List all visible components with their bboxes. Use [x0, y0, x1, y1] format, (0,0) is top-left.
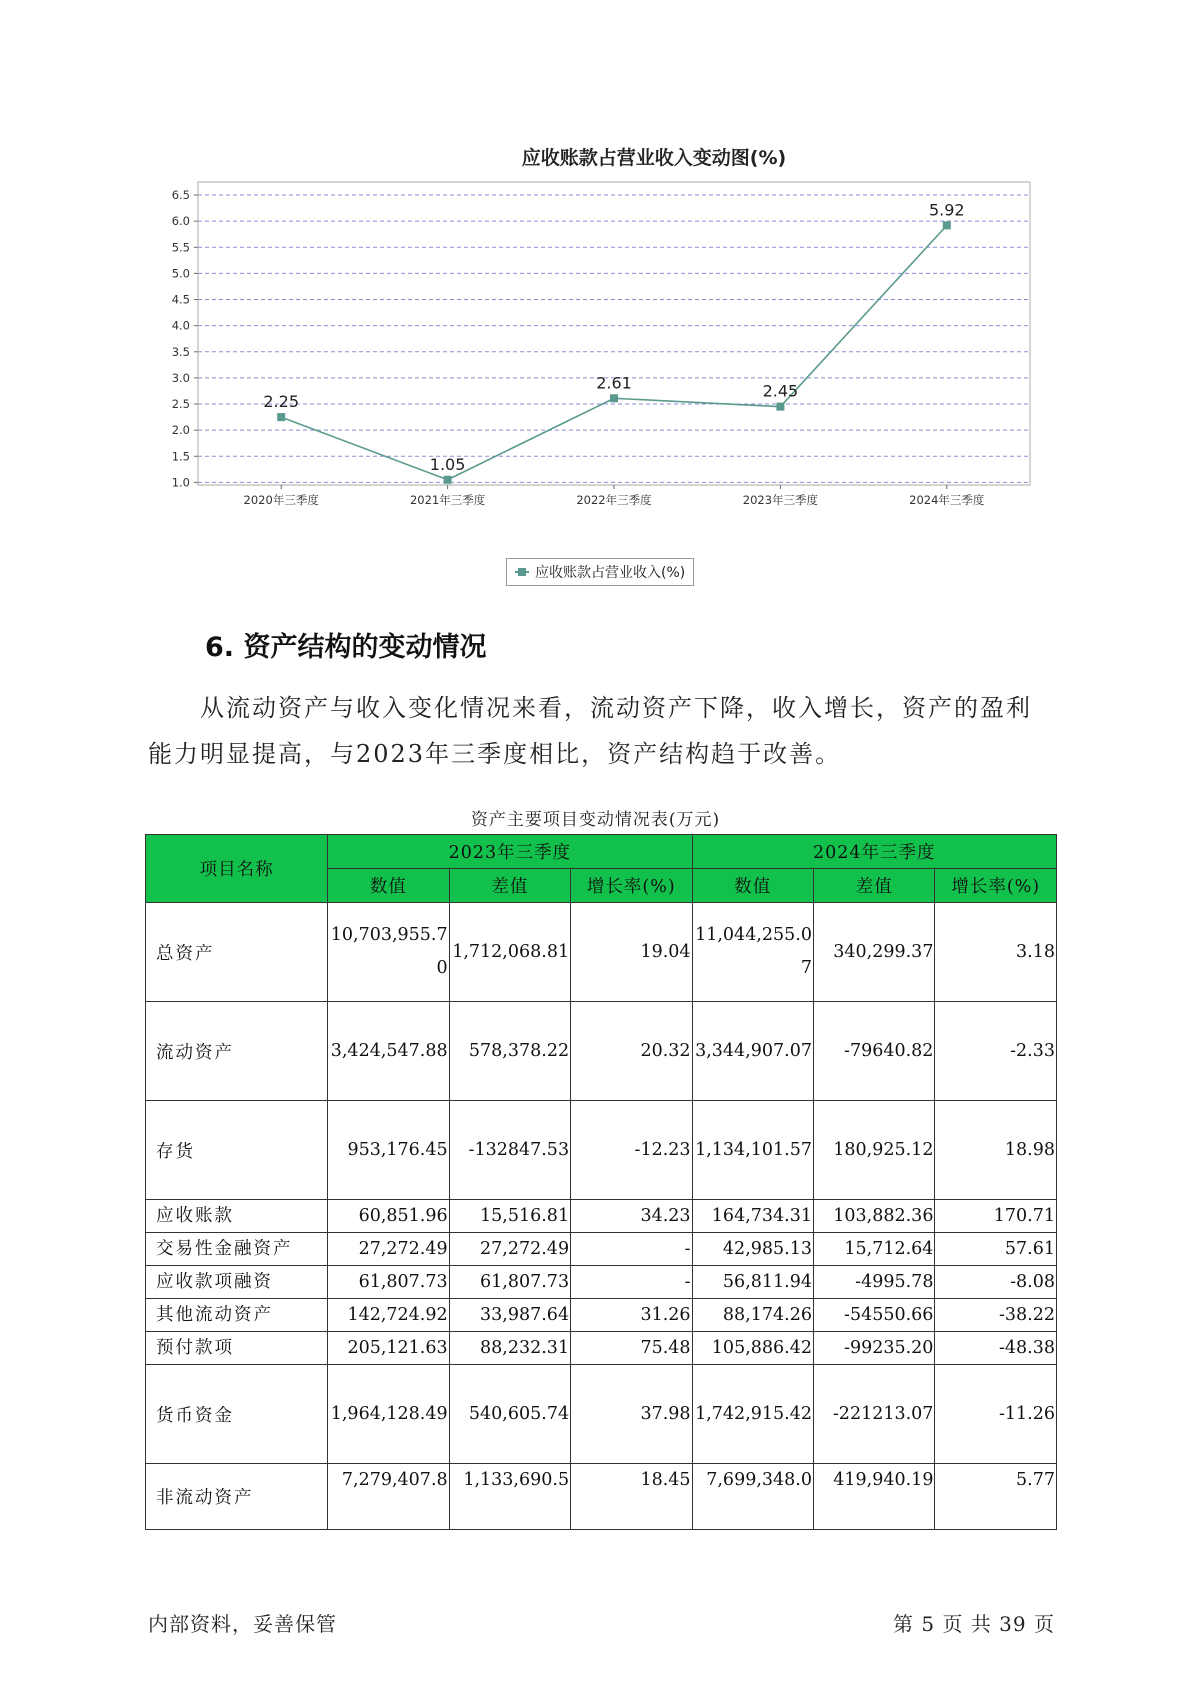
- cell: 88,232.31: [449, 1332, 570, 1365]
- cell: -48.38: [935, 1332, 1057, 1365]
- cell: 142,724.92: [328, 1299, 449, 1332]
- header-growth: 增长率(%): [571, 869, 692, 903]
- plot-frame: [198, 182, 1030, 485]
- section-paragraph: 从流动资产与收入变化情况来看，流动资产下降，收入增长，资产的盈利能力明显提高，与2023年三季度相比，资产结构趋于改善。: [148, 694, 1032, 768]
- x-tick-label: 2021年三季度: [409, 493, 486, 507]
- data-point: [610, 394, 618, 402]
- cell: -: [571, 1233, 692, 1266]
- y-tick-label: 6.5: [171, 188, 190, 203]
- data-point: [943, 221, 951, 229]
- cell: 540,605.74: [449, 1365, 570, 1464]
- row-name: 货币资金: [146, 1365, 328, 1464]
- chart-svg: [150, 140, 1050, 550]
- data-label: 2.25: [263, 392, 300, 412]
- cell: 34.23: [571, 1200, 692, 1233]
- table-row: [146, 1266, 1057, 1299]
- cell: 10,703,955.70: [328, 903, 449, 1002]
- row-name: 存货: [146, 1101, 328, 1200]
- data-label: 2.45: [762, 381, 799, 401]
- chart-legend: [506, 558, 694, 586]
- row-name: 流动资产: [146, 1002, 328, 1101]
- series-line: [281, 225, 947, 479]
- cell: 15,516.81: [449, 1200, 570, 1233]
- footer-confidential-note: 内部资料，妥善保管: [148, 1612, 337, 1636]
- legend-marker: [515, 571, 529, 573]
- data-label: 2.61: [596, 373, 632, 393]
- line-chart: [150, 140, 1050, 590]
- header-value: 数值: [328, 869, 449, 903]
- cell: -4995.78: [814, 1266, 935, 1299]
- x-tick-label: 2024年三季度: [909, 493, 985, 507]
- cell: 27,272.49: [328, 1233, 449, 1266]
- cell: 3.18: [935, 903, 1057, 1002]
- cell: 3,344,907.07: [692, 1002, 813, 1101]
- data-label: 1.05: [429, 454, 466, 474]
- table-row: [146, 1101, 1057, 1200]
- table-row: [146, 1002, 1057, 1101]
- cell: -11.26: [935, 1365, 1057, 1464]
- row-name: 交易性金融资产: [146, 1233, 328, 1266]
- cell: 42,985.13: [692, 1233, 813, 1266]
- cell: 170.71: [935, 1200, 1057, 1233]
- cell: 88,174.26: [692, 1299, 813, 1332]
- cell: 61,807.73: [449, 1266, 570, 1299]
- cell: 60,851.96: [328, 1200, 449, 1233]
- cell: 18.45: [571, 1464, 692, 1530]
- cell: -221213.07: [814, 1365, 935, 1464]
- cell: 19.04: [571, 903, 692, 1002]
- cell: 1,964,128.49: [328, 1365, 449, 1464]
- table-row: [146, 1200, 1057, 1233]
- table-caption: 资产主要项目变动情况表(万元): [470, 810, 721, 830]
- cell: 205,121.63: [328, 1332, 449, 1365]
- cell: 1,134,101.57: [692, 1101, 813, 1200]
- header-growth: 增长率(%): [935, 869, 1057, 903]
- cell: 1,712,068.81: [449, 903, 570, 1002]
- header-item-name: 项目名称: [146, 835, 328, 903]
- cell: 18.98: [935, 1101, 1057, 1200]
- section-heading: 6. 资产结构的变动情况: [205, 632, 487, 663]
- cell: 1,742,915.42: [692, 1365, 813, 1464]
- y-tick-label: 2.0: [171, 423, 190, 438]
- y-tick-label: 3.0: [171, 370, 190, 385]
- header-period-2024: 2024年三季度: [692, 835, 1056, 869]
- table-row: [146, 1233, 1057, 1266]
- row-name: 非流动资产: [146, 1464, 328, 1530]
- cell: -54550.66: [814, 1299, 935, 1332]
- cell: -132847.53: [449, 1101, 570, 1200]
- cell: 953,176.45: [328, 1101, 449, 1200]
- cell: 103,882.36: [814, 1200, 935, 1233]
- cell: 105,886.42: [692, 1332, 813, 1365]
- cell: 15,712.64: [814, 1233, 935, 1266]
- row-name: 应收款项融资: [146, 1266, 328, 1299]
- y-tick-label: 5.0: [171, 266, 190, 281]
- y-tick-label: 6.0: [171, 214, 190, 229]
- cell: 31.26: [571, 1299, 692, 1332]
- data-point: [444, 476, 452, 484]
- cell: 57.61: [935, 1233, 1057, 1266]
- cell: 56,811.94: [692, 1266, 813, 1299]
- header-diff: 差值: [814, 869, 935, 903]
- cell: 61,807.73: [328, 1266, 449, 1299]
- cell: 27,272.49: [449, 1233, 570, 1266]
- cell: 164,734.31: [692, 1200, 813, 1233]
- cell: 33,987.64: [449, 1299, 570, 1332]
- cell: 7,699,348.0: [692, 1464, 813, 1530]
- cell: 75.48: [571, 1332, 692, 1365]
- cell: -8.08: [935, 1266, 1057, 1299]
- table-row: [146, 903, 1057, 1002]
- cell: 578,378.22: [449, 1002, 570, 1101]
- row-name: 总资产: [146, 903, 328, 1002]
- chart-title: 应收账款占营业收入变动图(%): [521, 147, 787, 169]
- cell: 340,299.37: [814, 903, 935, 1002]
- cell: 419,940.19: [814, 1464, 935, 1530]
- data-point: [277, 413, 285, 421]
- row-name: 其他流动资产: [146, 1299, 328, 1332]
- footer-page-number: 第 5 页 共 39 页: [893, 1612, 1055, 1636]
- cell: 11,044,255.07: [692, 903, 813, 1002]
- row-name: 预付款项: [146, 1332, 328, 1365]
- cell: 5.77: [935, 1464, 1057, 1530]
- y-tick-label: 4.5: [171, 292, 190, 307]
- cell: -79640.82: [814, 1002, 935, 1101]
- cell: 20.32: [571, 1002, 692, 1101]
- cell: 3,424,547.88: [328, 1002, 449, 1101]
- y-tick-label: 4.0: [171, 318, 190, 333]
- cell: -12.23: [571, 1101, 692, 1200]
- y-tick-label: 3.5: [171, 344, 190, 359]
- header-value: 数值: [692, 869, 813, 903]
- table-row: [146, 1299, 1057, 1332]
- cell: -: [571, 1266, 692, 1299]
- x-tick-label: 2023年三季度: [742, 493, 819, 507]
- header-period-2023: 2023年三季度: [328, 835, 692, 869]
- cell: -2.33: [935, 1002, 1057, 1101]
- y-tick-label: 1.0: [171, 475, 190, 490]
- data-label: 5.92: [928, 200, 965, 220]
- legend-label: 应收账款占营业收入(%): [535, 565, 686, 581]
- table-row: [146, 1332, 1057, 1365]
- header-diff: 差值: [449, 869, 570, 903]
- y-tick-label: 1.5: [171, 449, 190, 464]
- cell: -38.22: [935, 1299, 1057, 1332]
- cell: -99235.20: [814, 1332, 935, 1365]
- cell: 1,133,690.5: [449, 1464, 570, 1530]
- cell: 180,925.12: [814, 1101, 935, 1200]
- y-tick-label: 5.5: [171, 240, 190, 255]
- x-tick-label: 2022年三季度: [576, 493, 652, 507]
- table-row: [146, 1464, 1057, 1530]
- row-name: 应收账款: [146, 1200, 328, 1233]
- y-tick-label: 2.5: [171, 397, 190, 412]
- table-row: [146, 1365, 1057, 1464]
- cell: 37.98: [571, 1365, 692, 1464]
- x-tick-label: 2020年三季度: [243, 493, 319, 507]
- asset-change-table: [145, 834, 1057, 1530]
- data-point: [776, 403, 784, 411]
- cell: 7,279,407.8: [328, 1464, 449, 1530]
